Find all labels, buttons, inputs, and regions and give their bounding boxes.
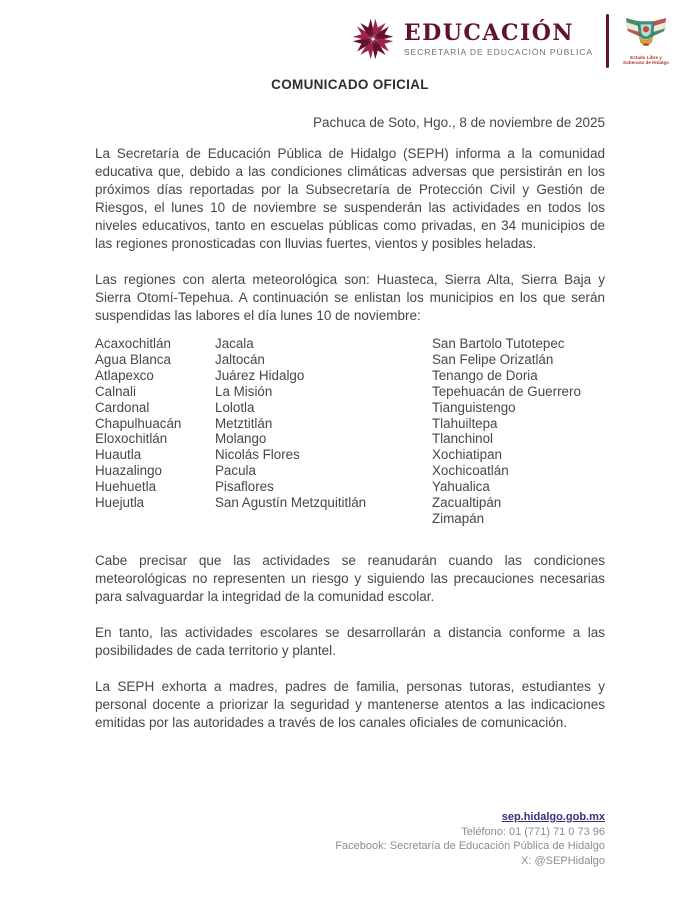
municipality-item: Huejutla [95,495,145,511]
hidalgo-coat-of-arms [622,14,670,65]
footer-facebook: Facebook: Secretaría de Educación Pública de Hidalgo [335,840,605,852]
municipality-item: Lolotla [215,399,255,415]
municipality-item: Xochiatipan [432,447,502,463]
municipality-item: San Felipe Orizatlán [432,351,554,367]
municipality-item: Huazalingo [95,463,162,479]
hidalgo-emblem-icon [624,14,668,54]
paragraph-resumption: Cabe precisar que las actividades se reanudarán cuando las condiciones meteorológicas no representen un riesgo y siguiendo las precauciones necesarias para salvaguardar la integridad de la comunidad escolar. [95,552,605,604]
municipality-item: Chapulhuacán [95,415,182,431]
footer-x-handle: X: @SEPHidalgo [521,854,605,867]
footer [95,810,605,868]
brand-title: EDUCACIÓN [403,19,575,46]
municipality-column-2 [215,336,432,527]
emblem-caption: Estado Libre y Soberano de Hidalgo [623,55,669,65]
municipality-item: Cardonal [95,399,150,415]
municipality-item: Zacualtipán [432,495,502,511]
municipality-item: Juárez Hidalgo [215,367,305,383]
municipality-item: San Bartolo Tutotepec [432,336,565,351]
municipality-item: Jaltocán [215,351,265,367]
sep-star-icon [350,16,396,62]
municipality-item: Tianguistengo [432,399,516,415]
paragraph-announcement: La Secretaría de Educación Pública de Hidalgo (SEPH) informa a la comunidad educativa que, debido a las condiciones climáticas adversas que persistirán en los próximos días reportadas por la Subsecretaría de Protección Civil y Gestión de Riesgos, el lunes 10 de noviembre se suspenderán las actividades en todos los niveles educativos, tanto en escuelas públicas como privadas, en 34 municipios de las regiones pronosticadas con lluvias fuertes, vientos y posibles heladas. [95,146,605,251]
municipality-item: Metztitlán [215,415,273,431]
paragraph-regions: Las regiones con alerta meteorológica son: Huasteca, Sierra Alta, Sierra Baja y Sierra Otomí-Tepehua. A continuación se enlistan los municipios en los que serán suspendidas las labores el día lunes 10 de noviembre: [95,272,605,323]
municipality-item: Nicolás Flores [215,447,300,463]
municipality-item: Tepehuacán de Guerrero [432,383,581,399]
footer-phone: Teléfono: 01 (771) 71 0 73 96 [461,825,605,838]
municipality-item: La Misión [215,383,273,399]
paragraph-distance-learning: En tanto, las actividades escolares se desarrollarán a distancia conforme a las posibilidades de cada territorio y plantel. [95,624,605,658]
municipality-item: Jacala [215,336,254,351]
sep-logo [350,14,593,62]
municipality-item: Yahualica [432,479,490,495]
paragraph-exhortation: La SEPH exhorta a madres, padres de familia, personas tutoras, estudiantes y personal docente a priorizar la seguridad y mantenerse atentos a las indicaciones emitidas por las autoridades a través de los canales oficiales de comunicación. [95,678,605,730]
municipality-item: Tlahuiltepa [432,415,498,431]
municipality-item: Molango [215,431,267,447]
municipality-item: Pisaflores [215,479,274,495]
footer-website-row [95,810,605,825]
document-body [95,115,605,732]
header [0,14,670,72]
header-divider [606,14,609,68]
municipality-item: Zimapán [432,510,485,526]
municipality-item: Calnali [95,383,136,399]
municipality-item: San Agustín Metzquititlán [215,495,367,511]
municipality-column-1 [95,336,215,527]
municipality-item: Acaxochitlán [95,336,171,351]
municipality-list [95,336,605,527]
dateline: Pachuca de Soto, Hgo., 8 de noviembre de 2025 [313,115,605,130]
municipality-column-3 [432,336,605,527]
municipality-item: Tenango de Doria [432,367,538,383]
municipality-item: Eloxochitlán [95,431,168,447]
municipality-item: Atlapexco [95,367,154,383]
brand-text [404,20,593,57]
municipality-item: Pacula [215,463,256,479]
municipality-item: Huehuetla [95,479,157,495]
municipality-item: Huautla [95,447,142,463]
website-link[interactable]: sep.hidalgo.gob.mx [501,811,605,823]
municipality-item: Tlanchinol [432,431,494,447]
municipality-item: Xochicoatlán [432,463,509,479]
municipality-item: Agua Blanca [95,351,171,367]
brand-subtitle: SECRETARÍA DE EDUCACIÓN PÚBLICA [403,46,593,57]
document-title: COMUNICADO OFICIAL [271,77,429,92]
